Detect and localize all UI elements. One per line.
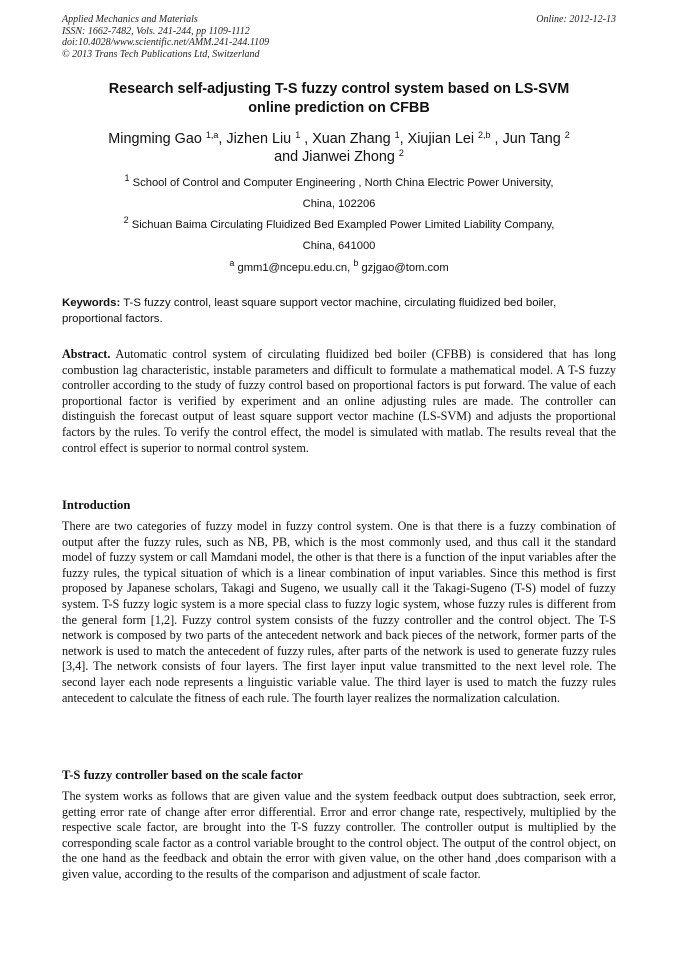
journal-name: Applied Mechanics and Materials — [62, 14, 198, 25]
section-heading-introduction: Introduction — [62, 498, 131, 512]
email-sup: b — [353, 258, 359, 268]
paper-title — [62, 80, 616, 118]
email-link[interactable]: gzjgao@tom.com — [361, 262, 449, 274]
email-sup: a — [229, 258, 235, 268]
author-name: Xiujian Lei — [407, 131, 475, 147]
author-line-1 — [62, 130, 616, 148]
author-sep: , — [300, 131, 313, 147]
doi-line: doi:10.4028/www.scientific.net/AMM.241-244.1109 — [62, 37, 270, 49]
journal-header — [62, 14, 616, 60]
abstract-text: Automatic control system of circulating fluidized bed boiler (CFBB) is considered that has long combustion lag characteristic, instable parameters and difficult to formulate a mathematical model. A T-S fuzzy controller according to the study of fuzzy control based on proportional factors is put forward. The value of each proportional factor is verified by experiment and an online adjusting rules are made. The controller can distinguish the forecast output of least square support vector machine (LS-SVM) and adjusts the proportional factors by the rules. To verify the control effect, the model is simulated with matlab. The results reveal that the control effect is superior to normal control system. — [62, 347, 616, 455]
author-line-2 — [62, 148, 616, 166]
keywords-text: T-S fuzzy control, least square support vector machine, circulating fluidized bed boiler, proportional factors. — [62, 297, 557, 325]
author-sep: , — [490, 131, 503, 147]
affiliation-sup: 2 — [123, 215, 129, 225]
issn-line: ISSN: 1662-7482, Vols. 241-244, pp 1109-1112 — [62, 25, 250, 37]
author-sep: , — [399, 131, 408, 147]
author-name: Jun Tang — [502, 131, 561, 147]
author-sup: 2 — [564, 130, 570, 140]
abstract — [62, 347, 616, 456]
affiliation-2-city: China, 641000 — [302, 240, 376, 252]
author-name: Xuan Zhang — [312, 131, 391, 147]
title-line-2: online prediction on CFBB — [248, 100, 430, 116]
keywords-label: Keywords: — [62, 297, 121, 309]
affiliation-1 — [62, 173, 616, 190]
title-line-1: Research self-adjusting T-S fuzzy control system based on LS-SVM — [108, 81, 570, 97]
author-sep: , — [218, 131, 227, 147]
author-sup: 1 — [295, 130, 301, 140]
affiliation-text: Sichuan Baima Circulating Fluidized Bed Exampled Power Limited Liability Company, — [131, 219, 555, 231]
affiliation-text: School of Control and Computer Engineering , North China Electric Power University, — [132, 177, 554, 189]
online-date: Online: 2012-12-13 — [536, 14, 616, 25]
scale-factor-paragraph: The system works as follows that are given value and the system feedback output does subtraction, seek error, getting error rate of change after error differential. Error and error change rate, respectively, multiplied by the respective scale factor, are brought into the T-S fuzzy controller. The controller output is multiplied by the corresponding scale factor as a control variable brought to the control object. The output of the control object, on the one hand as the feedback and obtain the error with given value, on the other hand ,does comparison with a given value, according to the results of the comparison and adjustment of scale factor. — [62, 789, 616, 881]
email-link[interactable]: gmm1@ncepu.edu.cn, — [237, 262, 351, 274]
author-sup: 2,b — [478, 130, 491, 140]
affiliation-sup: 1 — [124, 173, 130, 183]
copyright-line: © 2013 Trans Tech Publications Ltd, Switzerland — [62, 48, 260, 60]
author-sup: 1,a — [205, 130, 219, 140]
author-name: and Jianwei Zhong — [274, 149, 395, 165]
keywords — [62, 296, 616, 327]
affiliation-1-city: China, 102206 — [302, 198, 376, 210]
author-sup: 1 — [394, 130, 400, 140]
email-line — [62, 258, 616, 275]
abstract-label: Abstract. — [62, 347, 111, 361]
author-name: Mingming Gao — [108, 131, 202, 147]
author-list — [62, 130, 616, 166]
author-sup: 2 — [398, 148, 404, 158]
affiliation-2 — [62, 215, 616, 232]
author-name: Jizhen Liu — [226, 131, 292, 147]
introduction-paragraph: There are two categories of fuzzy model in fuzzy control system. One is that there is a fuzzy combination of output after the fuzzy rules, such as NB, PB, which is the most commonly used, and thus call it the standard model of fuzzy system or call Mamdani model, the other is that there is a function of the input variables after the fuzzy rules, the typical situation of which is a linear combination of input variables. Since this method is first proposed by Japanese scholars, Takagi and Sugeno, we usually call it the Takagi-Sugeno (T-S) model of fuzzy system. T-S fuzzy logic system is a more special class to fuzzy logic system, whose fuzzy rules is different from the general form [1,2]. Fuzzy control system consists of the fuzzy controller and the control object. The T-S network is composed by two parts of the antecedent network and back pieces of the network, former parts of the network is used to match the antecedent of fuzzy rules, after parts of the network is used to generate fuzzy rules [3,4]. The network consists of four layers. The first layer input value transmitted to the next level role. The second layer each node represents a linguistic variable value. The third layer is used to match the fuzzy rules antecedent to calculate the fitness of each rule. The fourth layer realizes the normalization calculation. — [62, 519, 616, 705]
section-heading-scale-factor: T-S fuzzy controller based on the scale factor — [62, 768, 303, 782]
